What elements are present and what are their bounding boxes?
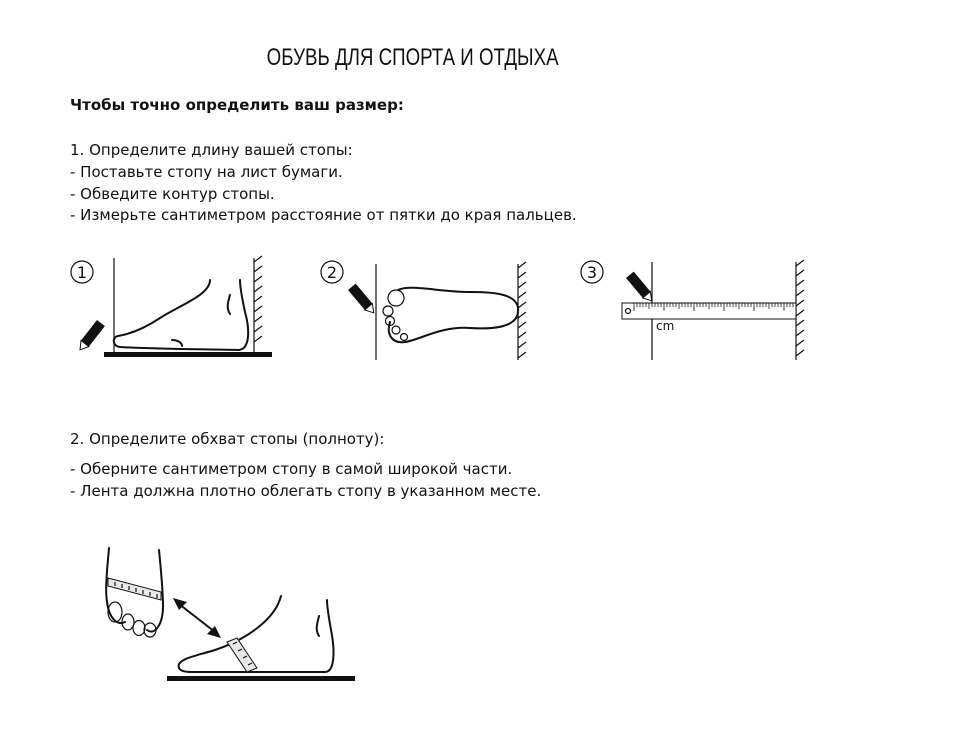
pencil-icon xyxy=(76,320,105,353)
foot-side-outline xyxy=(179,596,334,672)
tape-front xyxy=(108,578,161,600)
step-2-number: 2 xyxy=(326,263,338,282)
toe-crease xyxy=(172,340,182,346)
floor-line xyxy=(167,676,355,681)
section-2-heading: 2. Определите обхват стопы (полноту): xyxy=(70,430,385,448)
section-1-item: - Поставьте стопу на лист бумаги. xyxy=(70,163,343,181)
tape-side xyxy=(227,638,257,672)
pencil-icon xyxy=(348,284,378,316)
ruler-unit-label: cm xyxy=(656,319,675,333)
step-3-illustration xyxy=(570,250,820,365)
measuring-ruler xyxy=(622,303,796,319)
step-3-number: 3 xyxy=(586,263,598,282)
width-measure-illustration xyxy=(95,540,365,690)
double-arrow-icon xyxy=(173,598,221,638)
step-1-badge xyxy=(71,261,93,283)
foot-sole-outline xyxy=(389,288,518,342)
ankle-line xyxy=(228,295,230,314)
section-1-heading: 1. Определите длину вашей стопы: xyxy=(70,141,353,159)
intro-text: Чтобы точно определить ваш размер: xyxy=(70,96,404,114)
page-title: ОБУВЬ ДЛЯ СПОРТА И ОТДЫХА xyxy=(266,44,559,71)
wall-hatch xyxy=(254,256,262,352)
wall-hatch xyxy=(796,260,804,360)
foot-side-outline xyxy=(114,280,248,350)
step-1-illustration xyxy=(60,250,280,365)
wall-hatch xyxy=(518,262,526,360)
pencil-icon xyxy=(626,272,656,304)
section-2-item: - Лента должна плотно облегать стопу в указанном месте. xyxy=(70,482,542,500)
step-2-badge xyxy=(321,261,343,283)
section-2-item: - Оберните сантиметром стопу в самой широкой части. xyxy=(70,460,513,478)
section-1-item: - Измерьте сантиметром расстояние от пятки до края пальцев. xyxy=(70,206,577,224)
step-1-number: 1 xyxy=(76,263,88,282)
section-1-item: - Обведите контур стопы. xyxy=(70,185,275,203)
ankle-line xyxy=(317,616,319,636)
step-3-badge xyxy=(581,261,603,283)
step-2-illustration xyxy=(310,250,540,365)
floor-line xyxy=(104,352,272,357)
front-foot-outline xyxy=(106,548,163,637)
toes-icon xyxy=(383,290,408,341)
